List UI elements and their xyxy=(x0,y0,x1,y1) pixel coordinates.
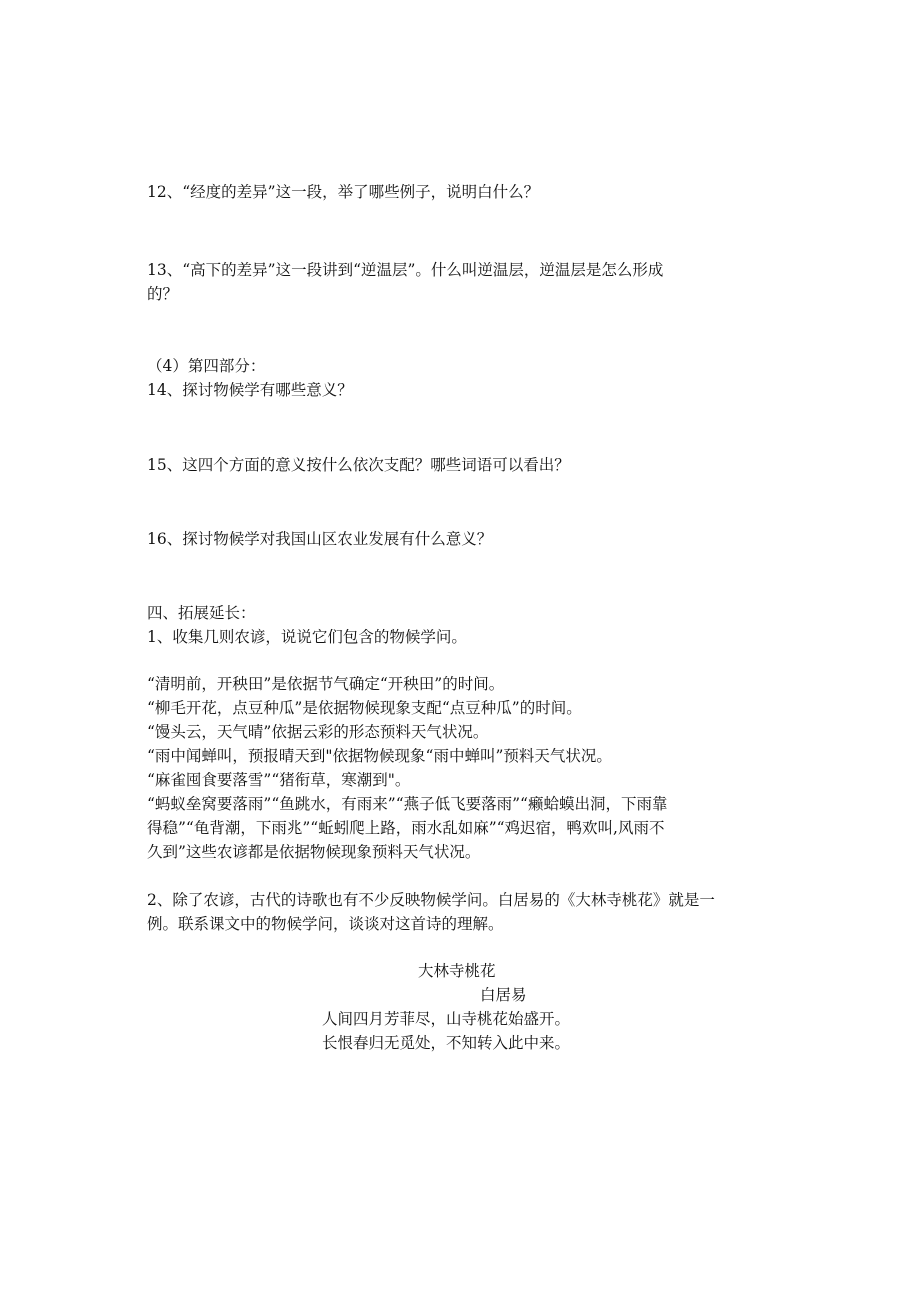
question-12: 12、“经度的差异”这一段，举了哪些例子，说明白什么？ xyxy=(147,183,540,201)
poem-title: 大林寺桃花 xyxy=(418,962,496,980)
question-13-line-2: 的？ xyxy=(147,285,179,303)
extension-heading: 四、拓展延长： xyxy=(147,604,256,622)
extension-item-2-line-2: 例。联系课文中的物候学问，谈谈对这首诗的理解。 xyxy=(147,915,504,933)
poem-line-2: 长恨春归无觅处，不知转入此中来。 xyxy=(322,1034,571,1052)
farming-saying: “雨中闻蝉叫，预报晴天到"依据物候现象“雨中蝉叫”预料天气状况。 xyxy=(147,747,612,765)
question-15: 15、这四个方面的意义按什么依次支配？哪些词语可以看出？ xyxy=(147,456,570,474)
farming-saying: “柳毛开花，点豆种瓜”是依据物候现象支配“点豆种瓜”的时间。 xyxy=(147,699,582,717)
question-13-line-1: 13、“高下的差异”这一段讲到“逆温层”。什么叫逆温层，逆温层是怎么形成 xyxy=(147,261,664,279)
part-4-heading: （4）第四部分： xyxy=(147,357,266,375)
long-saying-line-1: “蚂蚁垒窝要落雨”“鱼跳水，有雨来”“燕子低飞要落雨”“癞蛤蟆出洞，下雨靠 xyxy=(147,795,668,813)
extension-item-2-line-1: 2、除了农谚，古代的诗歌也有不少反映物候学问。白居易的《大林寺桃花》就是一 xyxy=(147,891,715,909)
long-saying-line-3: 久到”这些农谚都是依据物候现象预料天气状况。 xyxy=(147,843,481,861)
long-saying-line-2: 得稳”“龟背潮，下雨兆”“蚯蚓爬上路，雨水乱如麻”“鸡迟宿，鸭欢叫,风雨不 xyxy=(147,819,665,837)
farming-saying: “麻雀囤食要落雪”“猪衔草，寒潮到"。 xyxy=(147,771,411,789)
question-16: 16、探讨物候学对我国山区农业发展有什么意义？ xyxy=(147,530,493,548)
poem-author: 白居易 xyxy=(480,986,527,1004)
poem-line-1: 人间四月芳菲尽，山寺桃花始盛开。 xyxy=(322,1010,571,1028)
farming-saying: “馒头云，天气晴”依据云彩的形态预料天气状况。 xyxy=(147,723,489,741)
question-14: 14、探讨物候学有哪些意义？ xyxy=(147,381,353,399)
farming-saying: “清明前，开秧田”是依据节气确定“开秧田”的时间。 xyxy=(147,675,505,693)
extension-item-1: 1、收集几则农谚，说说它们包含的物候学问。 xyxy=(147,628,467,646)
